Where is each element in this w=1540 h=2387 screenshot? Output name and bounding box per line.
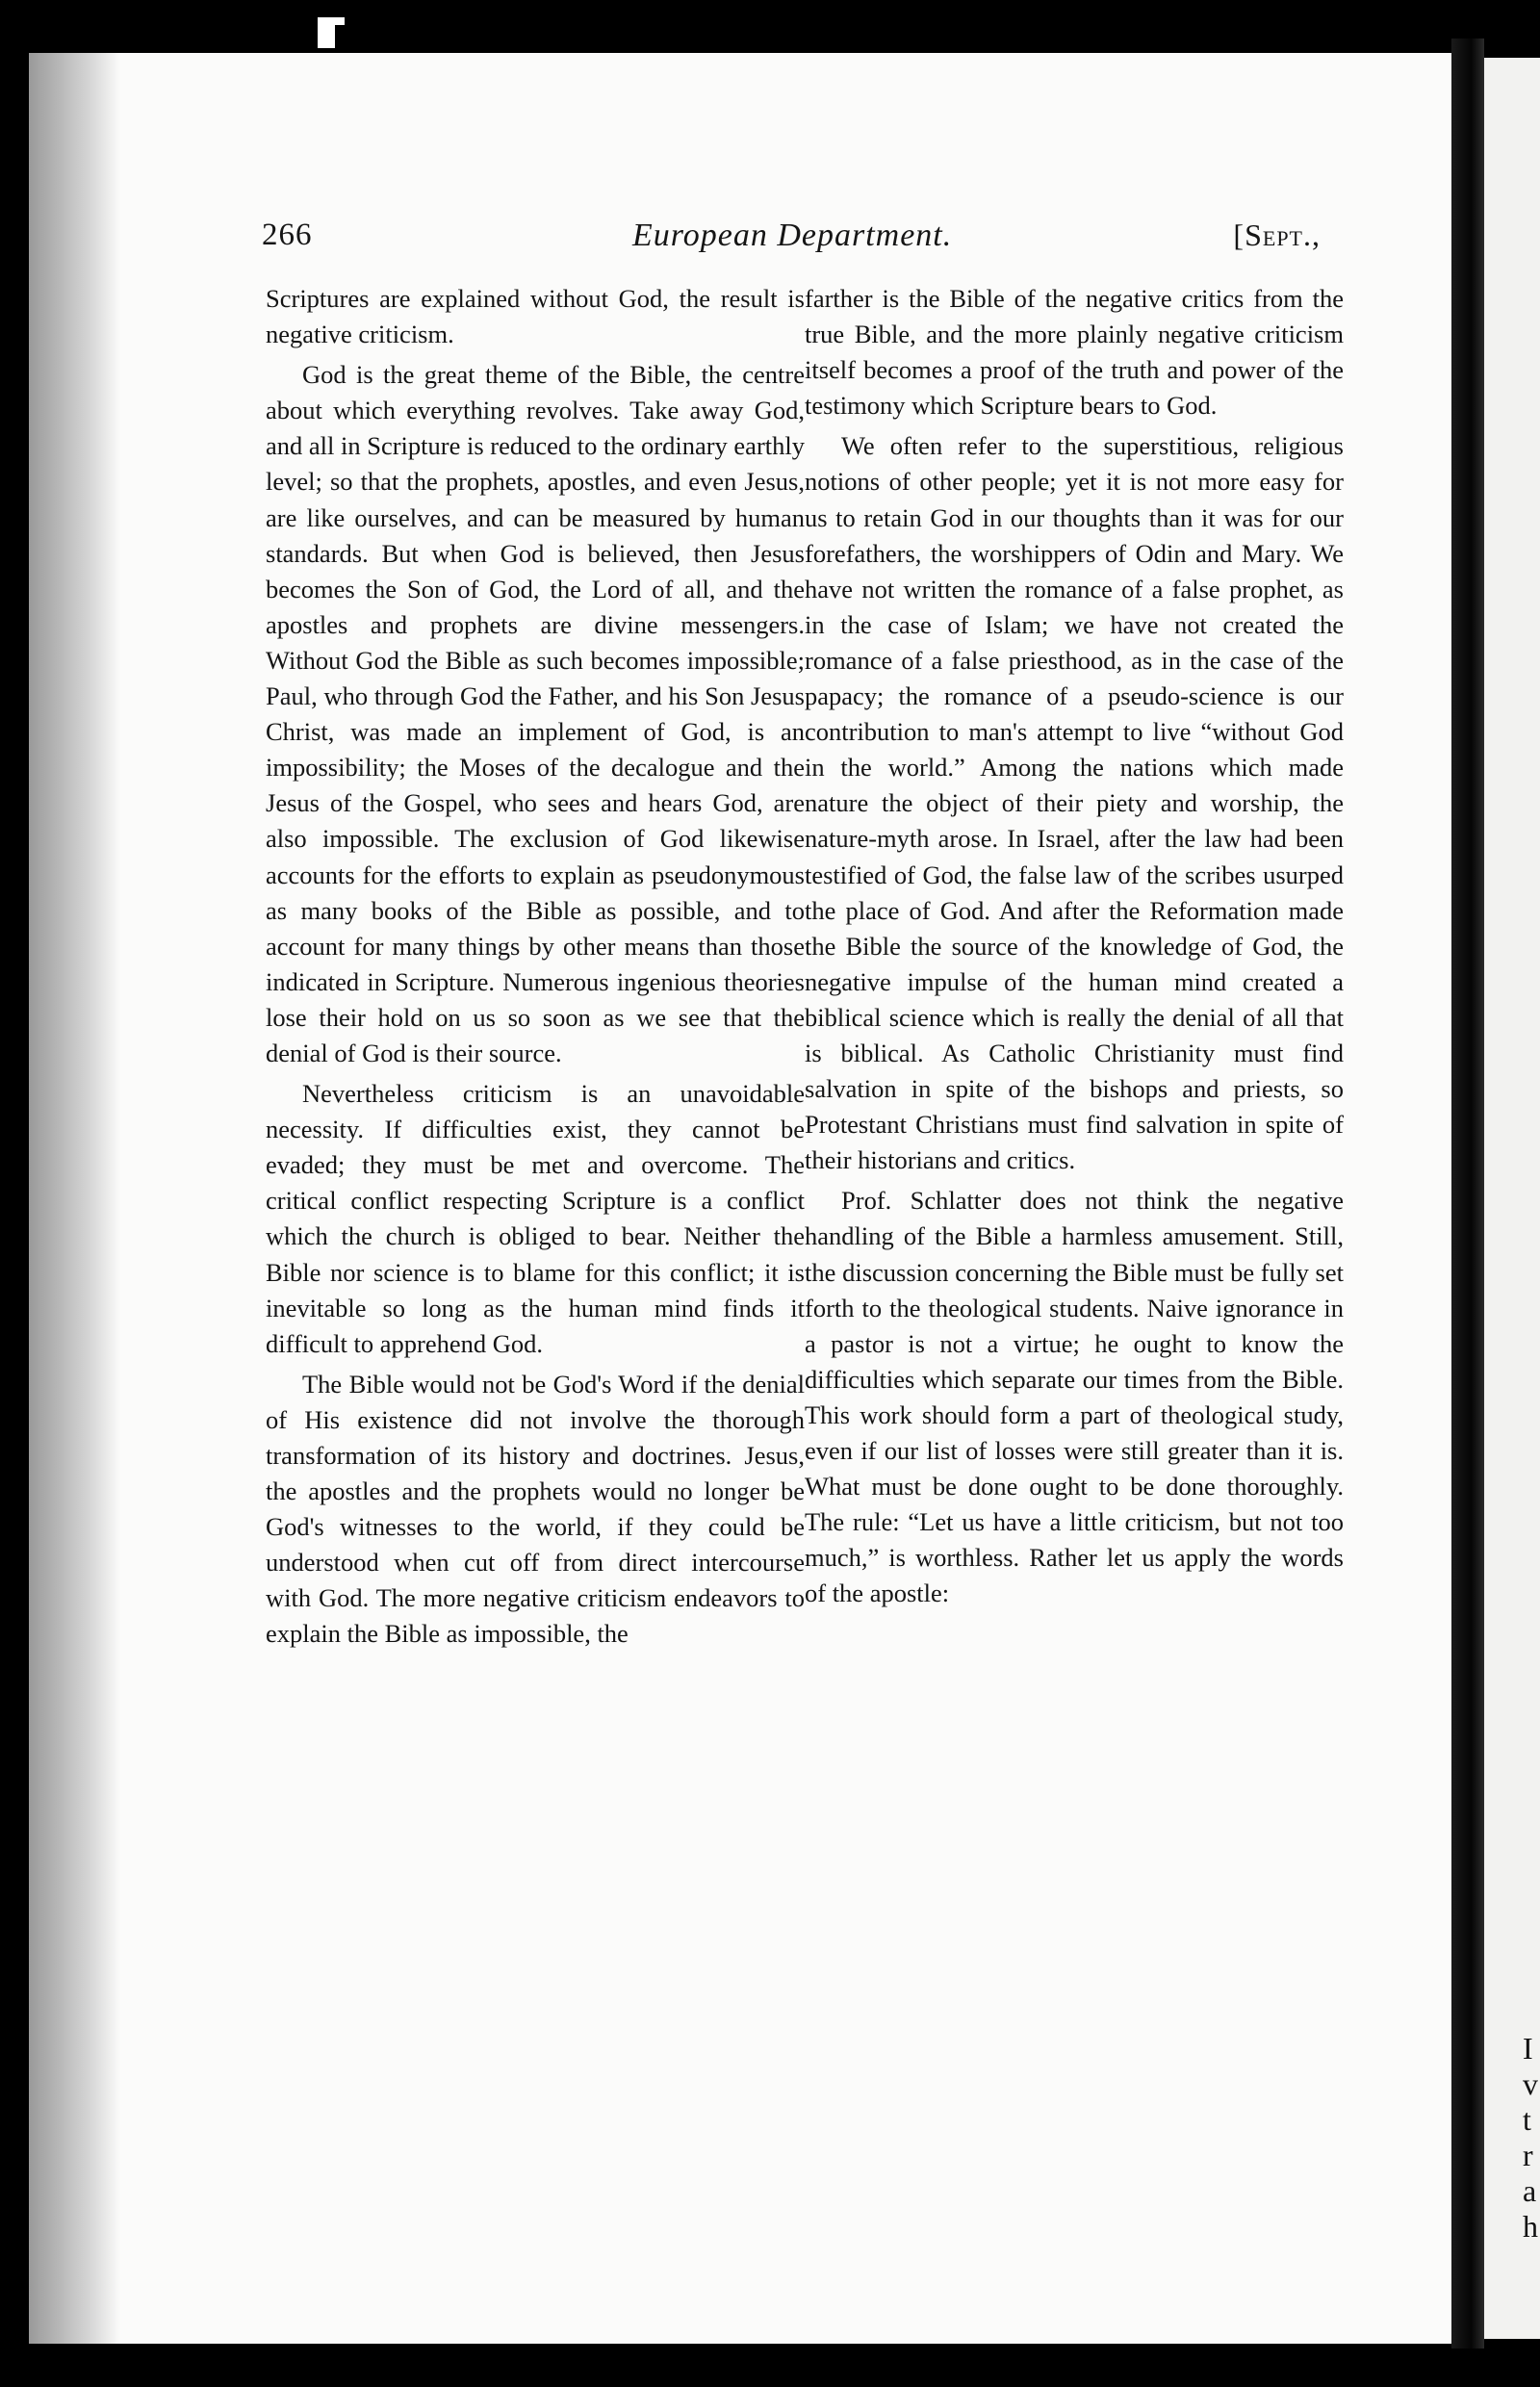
book-spine-shadow xyxy=(1451,38,1484,2348)
page-number: 266 xyxy=(262,218,313,252)
edge-letter: t xyxy=(1523,2102,1531,2137)
edge-letter: v xyxy=(1523,2066,1538,2101)
paragraph: Nevertheless criticism is an unavoidable necessity. If difficulties exist, they cannot be evaded; they must be met and overcome. The critical conflict respecting Scripture is a conflict which the church is obliged to bear. Neither the Bible nor science is to blame for this conflict; it is inevitable so long as the human mind finds it difficult to apprehend God. xyxy=(266,1079,805,1358)
paragraph: We often refer to the superstitious, religious notions of other people; yet it is not more easy for us to retain God in our thoughts than it was for our forefathers, the worshippers of Odin and Mary. We have not written the romance of a false prophet, as in the case of Islam; we have not created the romance of a false priesthood, as in the case of the papacy; the romance of a pseudo-science is our contribution to man's attempt to live “without God in the world.” Among the nations which made nature the object of their piety and worship, the nature-myth arose. In Israel, after the law had been testified of God, the false law of the scribes usurped the place of God. And after the Reformation made the Bible the source of the knowledge of God, the negative impulse of the human mind created a biblical science which is really the denial of all that is biblical. As Catholic Christianity must find salvation in spite of the bishops and priests, so Protestant Christians must find salvation in spite of their historians and critics. xyxy=(805,431,1344,1175)
running-head-month: [Sept., xyxy=(1233,218,1321,252)
right-column xyxy=(805,281,1344,1611)
left-column xyxy=(266,281,805,1653)
edge-letter: h xyxy=(1523,2209,1538,2244)
scan-corner-mark xyxy=(318,17,335,48)
edge-letter: a xyxy=(1523,2173,1537,2208)
next-page-edge-letters xyxy=(1523,2031,1540,2245)
running-head-title: European Department. xyxy=(632,218,953,253)
paragraph: God is the great theme of the Bible, the centre about which everything revolves. Take away God, and all in Scripture is reduced to the ordinary earthly level; so that the prophets, apostles, and even Jesus, are like ourselves, and can be measured by human standards. But when God is believed, then Jesus becomes the Son of God, the Lord of all, and the apostles and prophets are divine messengers. Without God the Bible as such becomes impossible; Paul, who through God the Father, and his Son Jesus Christ, was made an implement of God, is an impossibility; the Moses of the decalogue and the Jesus of the Gospel, who sees and hears God, are also impossible. The exclusion of God likewise accounts for the efforts to explain as pseudonymous as many books of the Bible as possible, and to account for many things by other means than those indicated in Scripture. Numerous ingenious theories lose their hold on us so soon as we see that the denial of God is their source. xyxy=(266,360,805,1067)
paragraph: The Bible would not be God's Word if the denial of His existence did not involve the thorough transformation of its history and doctrines. Jesus, the apostles and the prophets would no longer be God's witnesses to the world, if they could be understood when cut off from direct intercourse with God. The more negative criticism endeavors to explain the Bible as impossible, the xyxy=(266,1369,805,1649)
binding-shadow xyxy=(29,53,120,2344)
paragraph: Scriptures are explained without God, the result is negative criticism. xyxy=(266,284,805,349)
paragraph: Prof. Schlatter does not think the negative handling of the Bible a harmless amusement. Still, the discussion concerning the Bible must be fully set forth to the theological students. Naive ignorance in a pastor is not a virtue; he ought to know the difficulties which separate our times from the Bible. This work should form a part of theological study, even if our list of losses were still greater than it is. What must be done ought to be done thoroughly. The rule: “Let us have a little criticism, but not too much,” is worthless. Rather let us apply the words of the apostle: xyxy=(805,1186,1344,1608)
next-page-edge xyxy=(1484,58,1540,2339)
paragraph: farther is the Bible of the negative critics from the true Bible, and the more plainly negative criticism itself becomes a proof of the truth and power of the testimony which Scripture bears to God. xyxy=(805,284,1344,421)
edge-letter: I xyxy=(1523,2031,1533,2066)
running-head xyxy=(262,218,1321,266)
edge-letter: r xyxy=(1523,2138,1533,2172)
